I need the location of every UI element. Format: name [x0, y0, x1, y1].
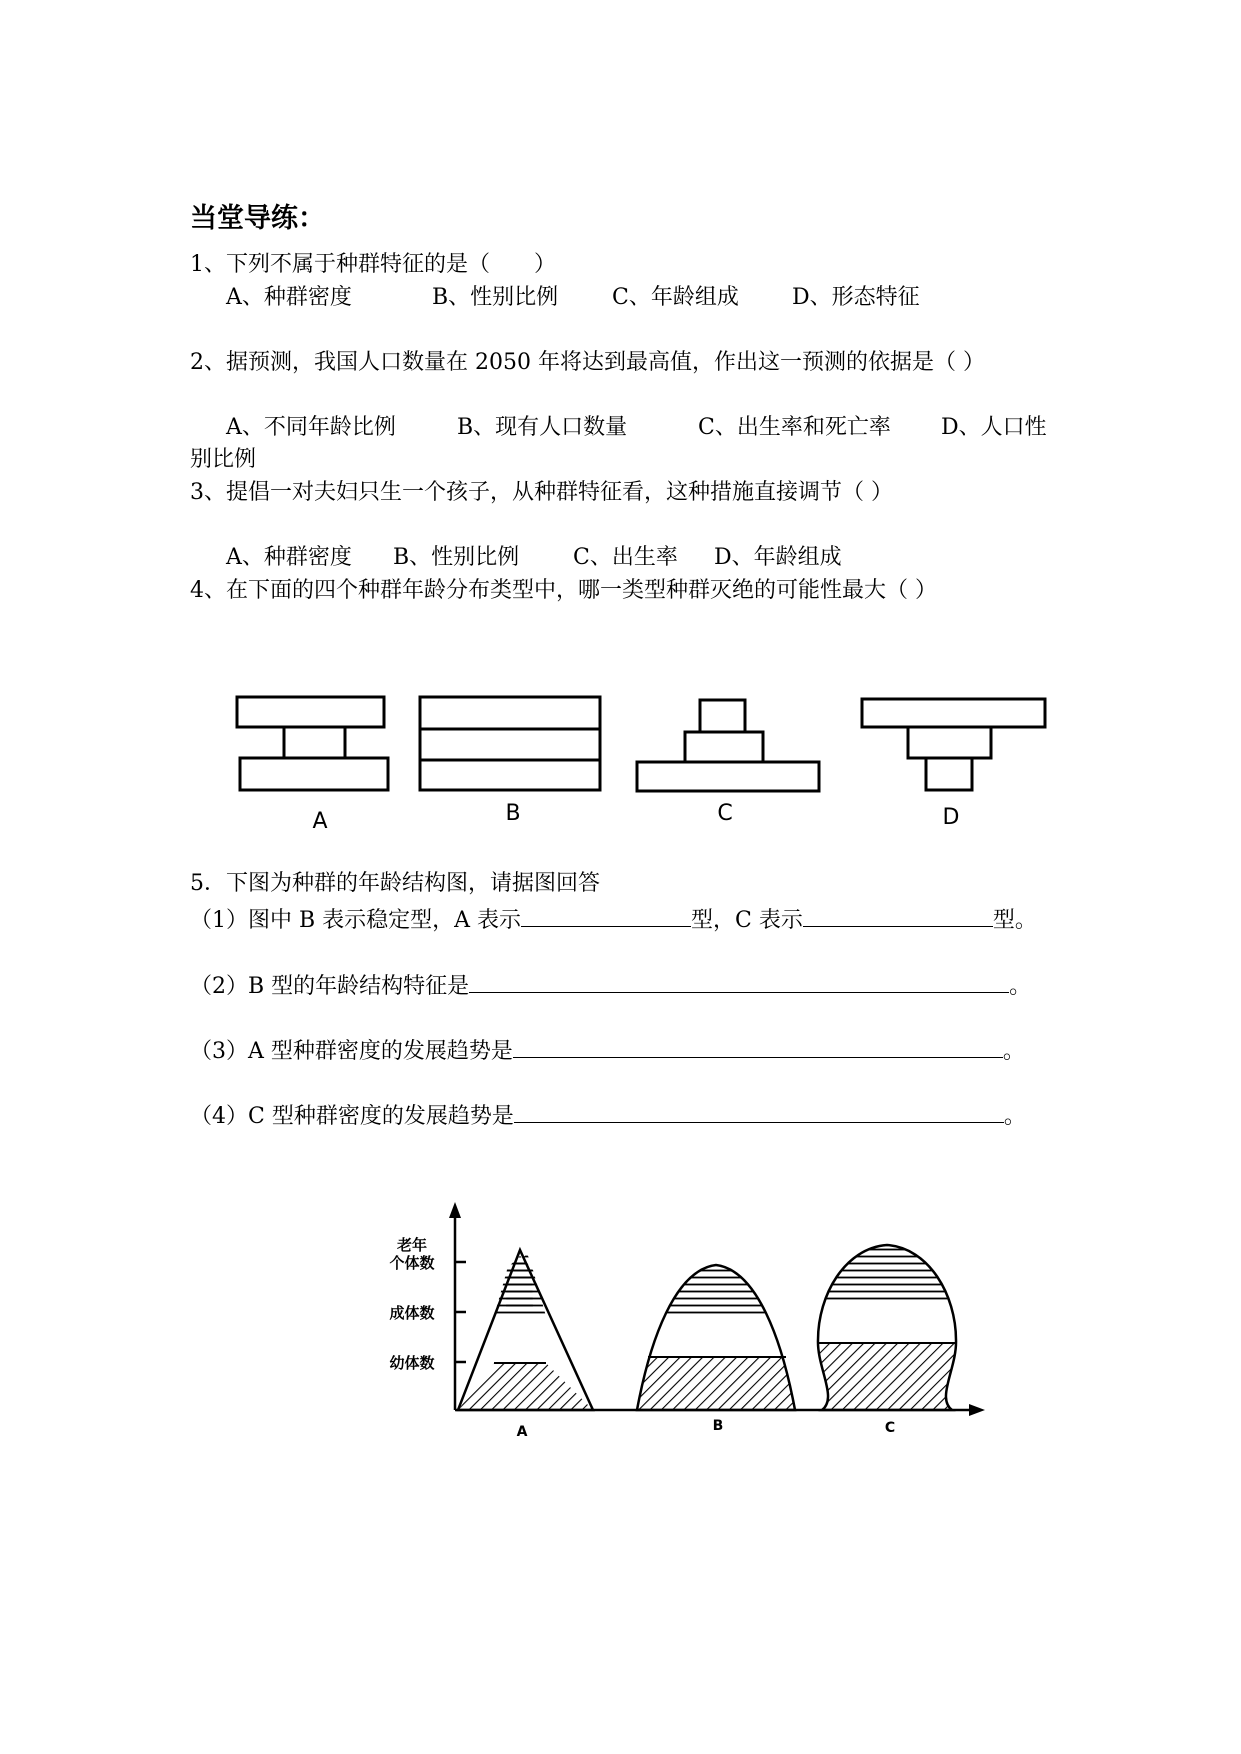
x-label-a: A — [516, 1424, 528, 1440]
q1-option-b: B、性别比例 — [432, 285, 559, 310]
q1-stem: 1、下列不属于种群特征的是（ ） — [190, 252, 556, 277]
q1-option-c: C、年龄组成 — [612, 285, 739, 310]
q2-option-c: C、出生率和死亡率 — [698, 415, 891, 440]
figure-label-a: A — [312, 809, 328, 834]
q2-option-b: B、现有人口数量 — [457, 415, 628, 440]
q5-part3-text: （3）A 型种群密度的发展趋势是 — [190, 1039, 513, 1064]
q5-part1-text-c: 型。 — [992, 908, 1037, 933]
q5-part1-text-a: （1）图中 B 表示稳定型，A 表示 — [190, 908, 522, 933]
q5-part2-text: （2）B 型的年龄结构特征是 — [190, 974, 470, 999]
section-title: 当堂导练： — [190, 203, 325, 234]
q5-part4-end: 。 — [1003, 1104, 1026, 1129]
q3-option-c: C、出生率 — [573, 545, 678, 570]
y-label-individuals: 个体数 — [389, 1254, 435, 1272]
q3-option-b: B、性别比例 — [393, 545, 520, 570]
x-label-c: C — [884, 1420, 896, 1436]
q3-option-d: D、年龄组成 — [714, 545, 842, 570]
q3-stem: 3、提倡一对夫妇只生一个孩子，从种群特征看，这种措施直接调节（ ） — [190, 480, 893, 505]
pyramid-a — [458, 1250, 593, 1410]
q2-stem: 2、据预测，我国人口数量在 2050 年将达到最高值，作出这一预测的依据是（ ） — [190, 350, 985, 375]
q5-stem: 5．下图为种群的年龄结构图，请据图回答 — [190, 871, 600, 896]
x-label-b: B — [712, 1418, 724, 1434]
q5-part3-end: 。 — [1002, 1039, 1025, 1064]
pyramid-c — [810, 1240, 965, 1413]
q2-option-a: A、不同年龄比例 — [226, 415, 396, 440]
q1-option-d: D、形态特征 — [792, 285, 920, 310]
pyramid-b — [630, 1262, 800, 1412]
q5-part2-end: 。 — [1009, 974, 1032, 999]
y-label-juvenile: 幼体数 — [389, 1354, 435, 1372]
q2-option-d: D、人口性 — [941, 415, 1047, 440]
q1-option-a: A、种群密度 — [226, 285, 352, 310]
q2-option-d-cont: 别比例 — [190, 447, 257, 472]
y-label-adult: 成体数 — [389, 1304, 435, 1322]
q5-part4-text: （4）C 型种群密度的发展趋势是 — [190, 1104, 514, 1129]
figure-label-b: B — [505, 801, 521, 826]
q4-stem: 4、在下面的四个种群年龄分布类型中，哪一类型种群灭绝的可能性最大（ ） — [190, 578, 937, 603]
q3-option-a: A、种群密度 — [226, 545, 352, 570]
q5-part1-text-b: 型，C 表示 — [691, 908, 803, 933]
figure-label-d: D — [942, 805, 960, 830]
y-label-old: 老年 — [396, 1236, 428, 1254]
figure-label-c: C — [717, 801, 733, 826]
